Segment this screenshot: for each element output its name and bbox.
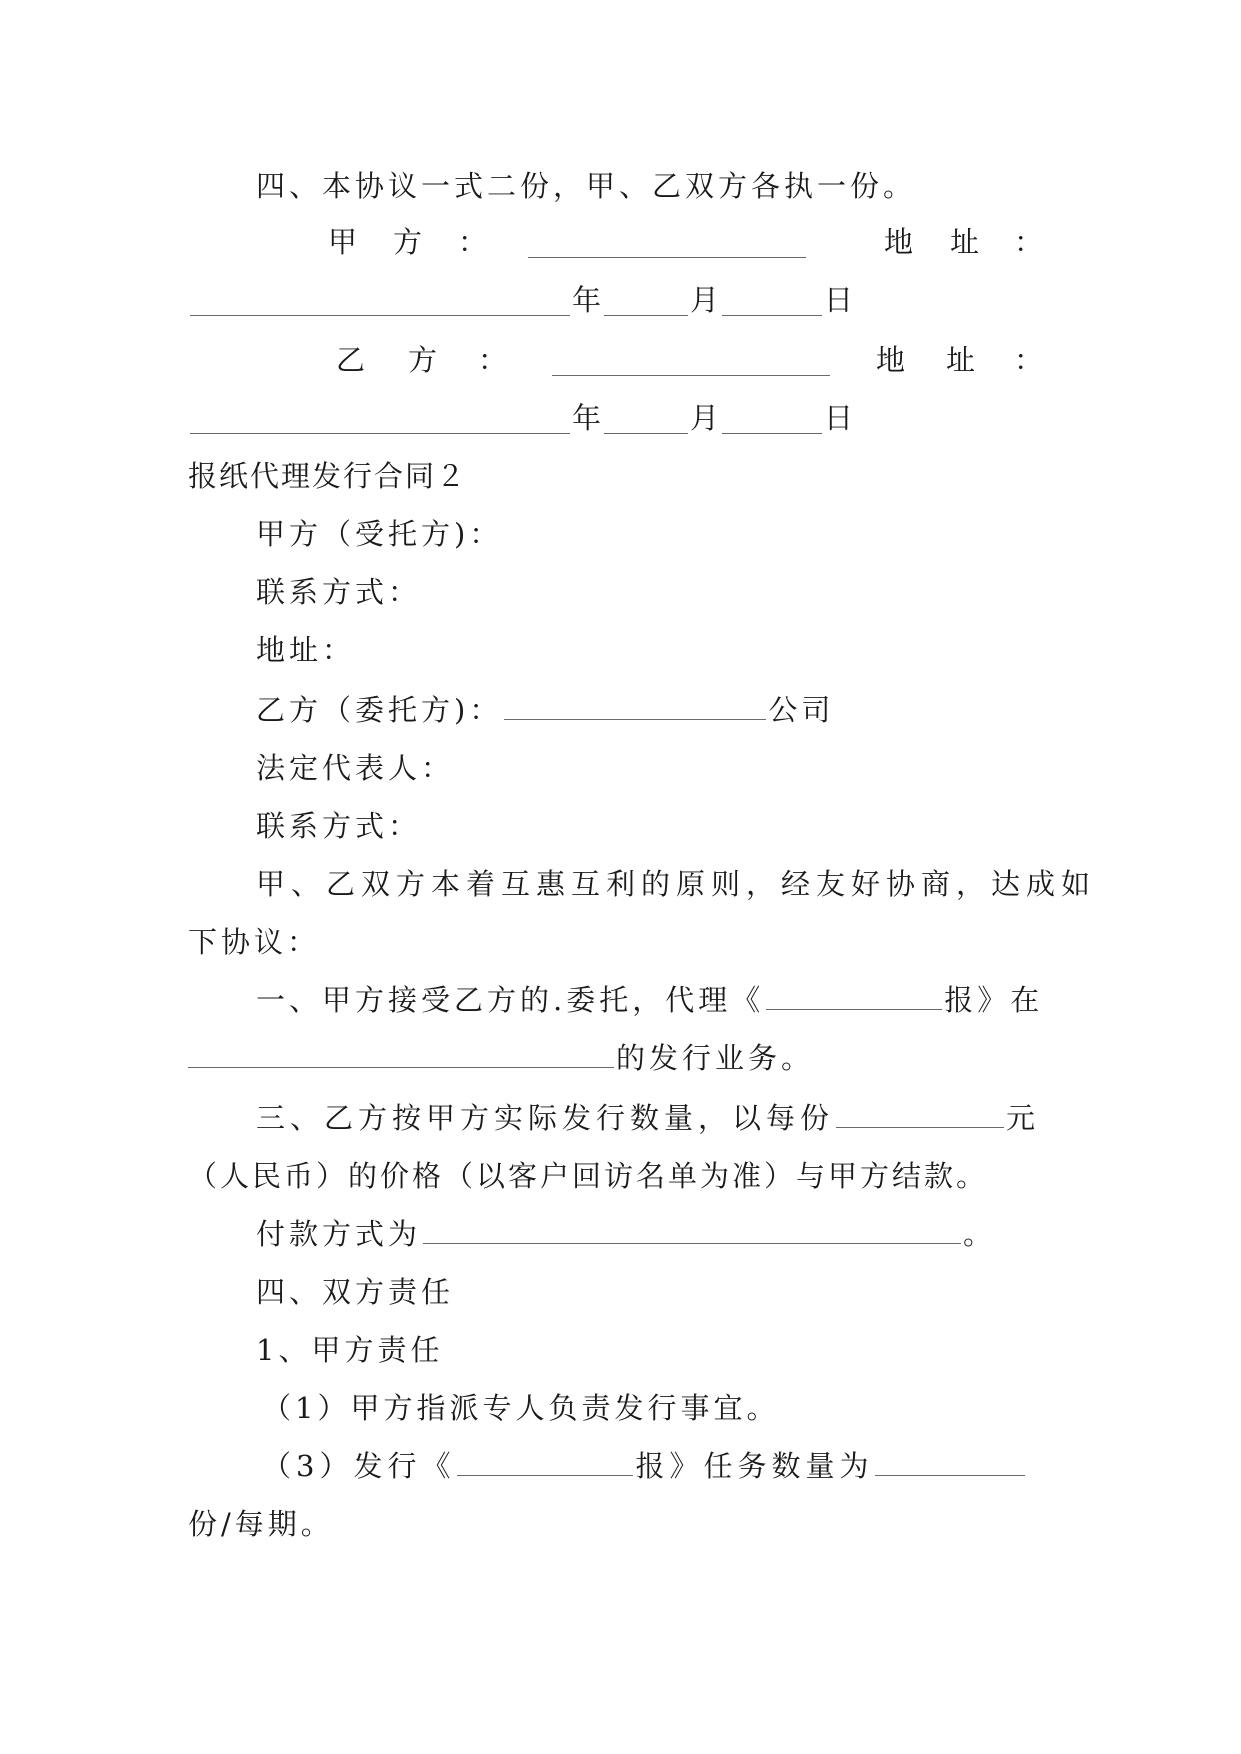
sign-a-month-blank <box>604 314 688 316</box>
party-a-line: 甲方（受托方)： <box>256 517 503 551</box>
sign-b-address-blank <box>190 432 570 434</box>
duty-a-3-mid: 报》任务数量为 <box>635 1449 874 1483</box>
duty-a-item-1: （1）甲方指派专人负责发行事宜。 <box>262 1391 780 1425</box>
sign-b-addr-colon: ： <box>1014 343 1044 377</box>
duty-a-3-prefix: （3）发行《 <box>262 1449 456 1483</box>
party-a-contact: 联系方式： <box>256 575 422 609</box>
sign-a-name-blank <box>528 256 806 258</box>
sign-a-colon: ： <box>458 225 488 259</box>
party-a-address: 地址： <box>256 633 356 667</box>
sign-a-month: 月 <box>690 283 720 317</box>
clause-4-title: 四、双方责任 <box>256 1275 455 1309</box>
clause-1-line-2 <box>188 1038 814 1078</box>
newspaper-name-blank-2 <box>457 1449 633 1476</box>
duty-a-title: 1、甲方责任 <box>256 1333 444 1367</box>
sign-b-month-blank <box>604 432 688 434</box>
duty-a-item-3-line-1 <box>262 1446 1027 1486</box>
contract-title: 报纸代理发行合同２ <box>188 459 468 493</box>
newspaper-name-blank <box>766 983 942 1010</box>
task-quantity-blank <box>875 1449 1025 1476</box>
clause-3-line-1 <box>256 1098 1040 1138</box>
sign-b-label-1: 乙 <box>336 343 366 377</box>
clause-3-prefix: 三、乙方按甲方实际发行数量，以每份 <box>256 1101 835 1135</box>
legal-representative: 法定代表人： <box>256 751 455 785</box>
sign-a-addr-colon: ： <box>1014 225 1044 259</box>
sign-b-month: 月 <box>690 401 720 435</box>
unit-price-blank <box>836 1101 1004 1128</box>
clause-1-mid: 报》在 <box>944 983 1044 1017</box>
sign-a-addr-1: 地 <box>884 225 914 259</box>
sign-b-day-blank <box>722 432 822 434</box>
clause-1-line-1 <box>256 980 1043 1020</box>
sign-a-day-blank <box>722 314 822 316</box>
sign-b-colon: ： <box>478 343 508 377</box>
sign-b-name-blank <box>552 374 830 376</box>
sign-a-label-1: 甲 <box>328 225 358 259</box>
sign-b-addr-1: 地 <box>876 343 906 377</box>
payment-method-blank <box>423 1217 961 1244</box>
clause-1-suffix: 的发行业务。 <box>616 1041 815 1075</box>
payment-suffix: 。 <box>963 1217 997 1251</box>
sign-a-label-2: 方 <box>393 225 423 259</box>
party-b-prefix: 乙方（委托方)： <box>256 693 503 727</box>
sign-a-day: 日 <box>824 283 854 317</box>
clause-3-line-2: （人民币）的价格（以客户回访名单为准）与甲方结款。 <box>188 1159 989 1193</box>
party-b-contact: 联系方式： <box>256 809 422 843</box>
party-b-suffix: 公司 <box>768 693 835 727</box>
clause-1-prefix: 一、甲方接受乙方的.委托，代理《 <box>256 983 765 1017</box>
intro-line-2: 下协议： <box>188 925 321 959</box>
payment-prefix: 付款方式为 <box>256 1217 422 1251</box>
intro-line-1: 甲、乙双方本着互惠互利的原则，经友好协商，达成如 <box>256 867 1097 901</box>
duty-a-item-3-line-2: 份/每期。 <box>188 1507 334 1541</box>
sign-b-day: 日 <box>824 401 854 435</box>
region-blank <box>188 1041 614 1068</box>
sign-a-addr-2: 址 <box>950 225 980 259</box>
party-b-line <box>256 690 834 730</box>
sign-a-address-blank <box>190 314 570 316</box>
party-b-company-blank <box>504 693 766 720</box>
sign-b-label-2: 方 <box>408 343 438 377</box>
sign-b-year: 年 <box>572 401 602 435</box>
payment-line <box>256 1214 996 1254</box>
sign-b-addr-2: 址 <box>946 343 976 377</box>
clause-four-top: 四、本协议一式二份，甲、乙双方各执一份。 <box>256 169 917 203</box>
clause-3-suffix: 元 <box>1006 1101 1041 1135</box>
sign-a-year: 年 <box>572 283 602 317</box>
